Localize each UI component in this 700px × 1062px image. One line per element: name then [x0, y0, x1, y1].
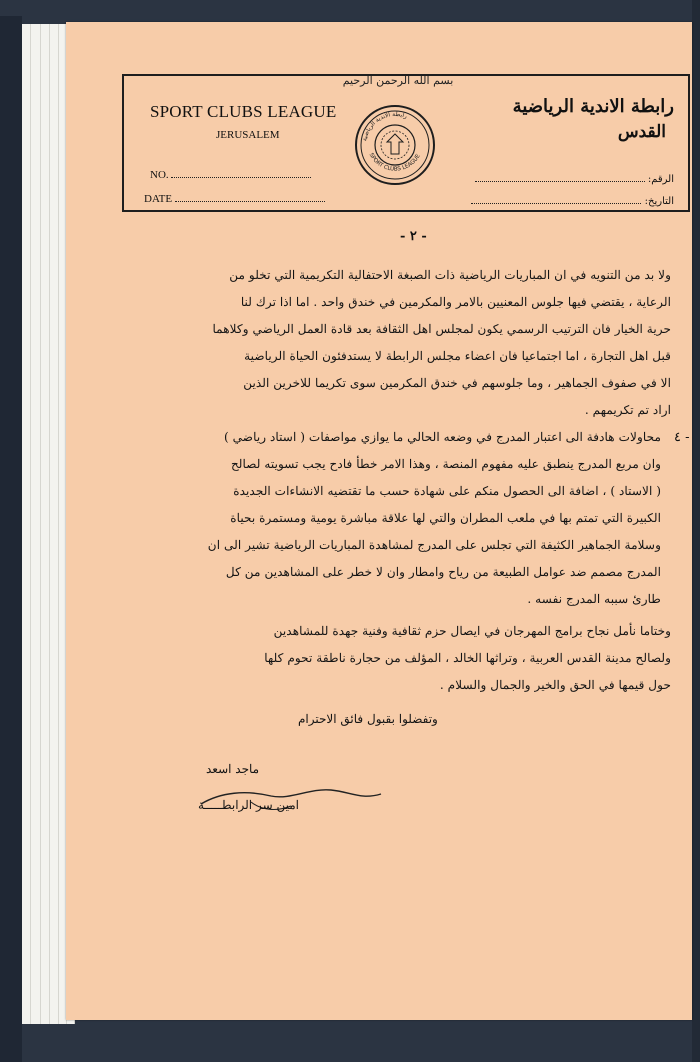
page-number: - ٢ - — [400, 229, 427, 244]
item-number: ٤ - — [674, 430, 690, 445]
ref-label-ar: الرقم: — [647, 174, 674, 185]
paragraph-line: الا في صفوف الجماهير ، وما جلوسهم في خندق المكرمين سوى تكريما للاخرين الذين — [243, 376, 671, 390]
letterhead — [122, 74, 690, 212]
city-ar: القدس — [617, 122, 666, 142]
paragraph-line: محاولات هادفة الى اعتبار المدرج في وضعه الحالي ما يوازي مواصفات ( استاد رياضي ) — [223, 430, 661, 444]
org-name-en: SPORT CLUBS LEAGUE — [150, 102, 337, 121]
binder-right — [692, 0, 700, 1062]
svg-text:رابطة الاندية الرياضية: رابطة الاندية الرياضية — [361, 110, 409, 142]
city-en: JERUSALEM — [216, 129, 280, 141]
paragraph-line: حول قيمها في الحق والخير والجمال والسلام . — [439, 678, 671, 692]
date-label-ar: التاريخ: — [644, 196, 674, 207]
paragraph-1 — [126, 262, 671, 424]
binder-top — [0, 0, 700, 16]
paragraph-line: طارئ سببه المدرج نفسه . — [527, 592, 661, 606]
paragraph-line: الكبيرة التي تمتم بها في ملعب المطران والتي لها علاقة مباشرة يومية ومستمرة بحياة — [230, 511, 661, 525]
paragraph-line: ولا بد من التنويه في ان المباريات الرياضية ذات الصبغة الاحتفالية التكريمية التي تخلو من — [229, 268, 671, 282]
paragraph-line: وسلامة الجماهير الكثيفة التي تجلس على المدرج لمشاهدة المباريات الرياضية تشير الى ان — [207, 538, 661, 552]
signatory-title: امين سر الرابطـــــة — [198, 798, 299, 812]
ref-number-field-ar — [475, 172, 674, 185]
ref-number-field — [150, 168, 311, 181]
date-field — [144, 192, 325, 205]
paragraph-line: وختاما نأمل نجاح برامج المهرجان في ايصال حزم ثقافية وفنية جهدة للمشاهدين — [273, 624, 671, 638]
paragraph-2 — [126, 424, 661, 613]
paragraph-line: حرية الخيار فان الترتيب الرسمي يكون لمجلس اهل الثقافة بعد قادة العمل الرياضي وكلاهما — [212, 322, 671, 336]
date-field-ar — [471, 194, 674, 207]
org-name-ar: رابطة الاندية الرياضية — [512, 96, 674, 117]
letter-page — [66, 22, 692, 1020]
date-label: DATE — [144, 193, 173, 205]
paragraph-line: ( الاستاد ) ، اضافة الى الحصول منكم على شهادة حسب ما تقتضيه الانشاءات الجديدة — [233, 484, 661, 498]
league-seal-icon — [354, 104, 436, 186]
paragraph-line: وان مربع المدرج ينطبق عليه مفهوم المنصة ، وهذا الامر خطأ فادح يجب تسويته لصالح — [230, 457, 661, 471]
closing-line: وتفضلوا بقبول فائق الاحترام — [298, 712, 438, 726]
svg-text:SPORT CLUBS LEAGUE: SPORT CLUBS LEAGUE — [367, 152, 422, 173]
binder-spine — [0, 0, 22, 1062]
paragraph-3 — [126, 618, 671, 699]
paragraph-line: قبل اهل التجارة ، اما اجتماعيا فان اعضاء مجلس الرابطة لا يستدفئون الحياة الرياضية — [244, 349, 671, 363]
signatory-name: ماجد اسعد — [206, 762, 260, 776]
paragraph-line: ولصالح مدينة القدس العربية ، وتراثها الخالد ، المؤلف من حجارة ناطقة تحوم كلها — [264, 651, 671, 665]
seal-motto: بسم الله الرحمن الرحيم — [342, 74, 454, 87]
paragraph-line: اراد تم تكريمهم . — [584, 403, 671, 417]
no-label: NO. — [150, 169, 169, 181]
paragraph-line: المدرج مصمم ضد عوامل الطبيعة من رياح وامطار وان لا خطر على المشاهدين من كل — [225, 565, 661, 579]
paragraph-line: الرعاية ، يقتضي فيها جلوس المعنيين بالامر والمكرمين في خندق واحد . اما اذا ترك لنا — [240, 295, 671, 309]
